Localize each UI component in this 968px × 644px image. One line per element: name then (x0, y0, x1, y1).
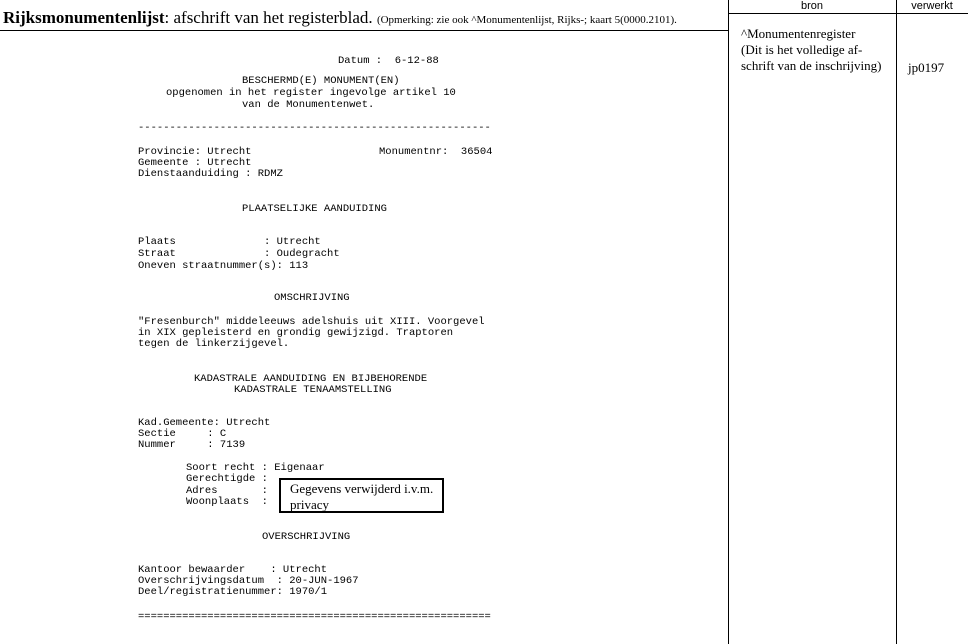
datum-line: Datum : 6-12-88 (338, 55, 439, 67)
separator-line: -------------------------------------------------------- (138, 122, 491, 134)
gemeente-line: Gemeente : Utrecht (138, 157, 252, 169)
overschrijvingsdatum-line: Overschrijvingsdatum : 20-JUN-1967 (138, 575, 359, 587)
kadastraal-heading-1: KADASTRALE AANDUIDING EN BIJBEHORENDE (194, 373, 428, 385)
doc-title-2: opgenomen in het register ingevolge artikel 10 (166, 87, 456, 99)
omschrijving-line-2: in XIX gepleisterd en grondig gewijzigd. Traptoren (138, 327, 454, 339)
plaats-line: Plaats : Utrecht (138, 236, 321, 248)
verwerkt-header: verwerkt (911, 0, 953, 12)
provincie-line: Provincie: Utrecht (138, 146, 252, 158)
bron-header: bron (800, 0, 824, 12)
card-title (3, 8, 677, 28)
nummer-line: Nummer : 7139 (138, 439, 246, 451)
gerechtigde-line: Gerechtigde : (186, 473, 268, 485)
adres-line: Adres : (186, 485, 268, 497)
deel-line: Deel/registratienummer: 1970/1 (138, 586, 328, 598)
title-note: (Opmerking: zie ook ^Monumentenlijst, Rijks-; kaart 5(0000.2101). (376, 14, 677, 26)
privacy-redaction-box (279, 478, 444, 513)
privacy-text: Gegevens verwijderd i.v.m. privacy (290, 481, 434, 512)
omschrijving-line-1: "Fresenburch" middeleeuws adelshuis uit XIII. Voorgevel (138, 316, 485, 328)
verwerkt-column-line (896, 0, 897, 644)
kadastraal-heading-2: KADASTRALE TENAAMSTELLING (234, 384, 392, 396)
doc-title-1: BESCHERMD(E) MONUMENT(EN) (242, 75, 400, 87)
column-header-rule (728, 13, 968, 14)
title-bold: Rijksmonumentenlijst (3, 8, 165, 27)
header-rule (0, 30, 728, 31)
end-separator-line: ======================================================== (138, 611, 491, 623)
verwerkt-text: jp0197 (908, 60, 945, 75)
sectie-line: Sectie : C (138, 428, 227, 440)
plaats-heading: PLAATSELIJKE AANDUIDING (242, 203, 387, 215)
omschrijving-heading: OMSCHRIJVING (274, 292, 350, 304)
title-rest: : afschrift van het registerblad. (164, 8, 373, 27)
woonplaats-line: Woonplaats : (186, 496, 268, 508)
omschrijving-line-3: tegen de linkerzijgevel. (138, 338, 290, 350)
bron-column-line (728, 0, 729, 644)
doc-title-3: van de Monumentenwet. (242, 99, 375, 111)
monumentnr-line: Monumentnr: 36504 (379, 146, 493, 158)
kad-gemeente-line: Kad.Gemeente: Utrecht (138, 417, 271, 429)
soort-recht-line: Soort recht : Eigenaar (186, 462, 325, 474)
dienst-line: Dienstaanduiding : RDMZ (138, 168, 283, 180)
straat-line: Straat : Oudegracht (138, 248, 340, 260)
bron-text: ^Monumentenregister (Dit is het volledige af- schrift van de inschrijving) (741, 26, 882, 73)
kantoor-line: Kantoor bewaarder : Utrecht (138, 564, 328, 576)
overschrijving-heading: OVERSCHRIJVING (262, 531, 351, 543)
oneven-line: Oneven straatnummer(s): 113 (138, 260, 309, 272)
